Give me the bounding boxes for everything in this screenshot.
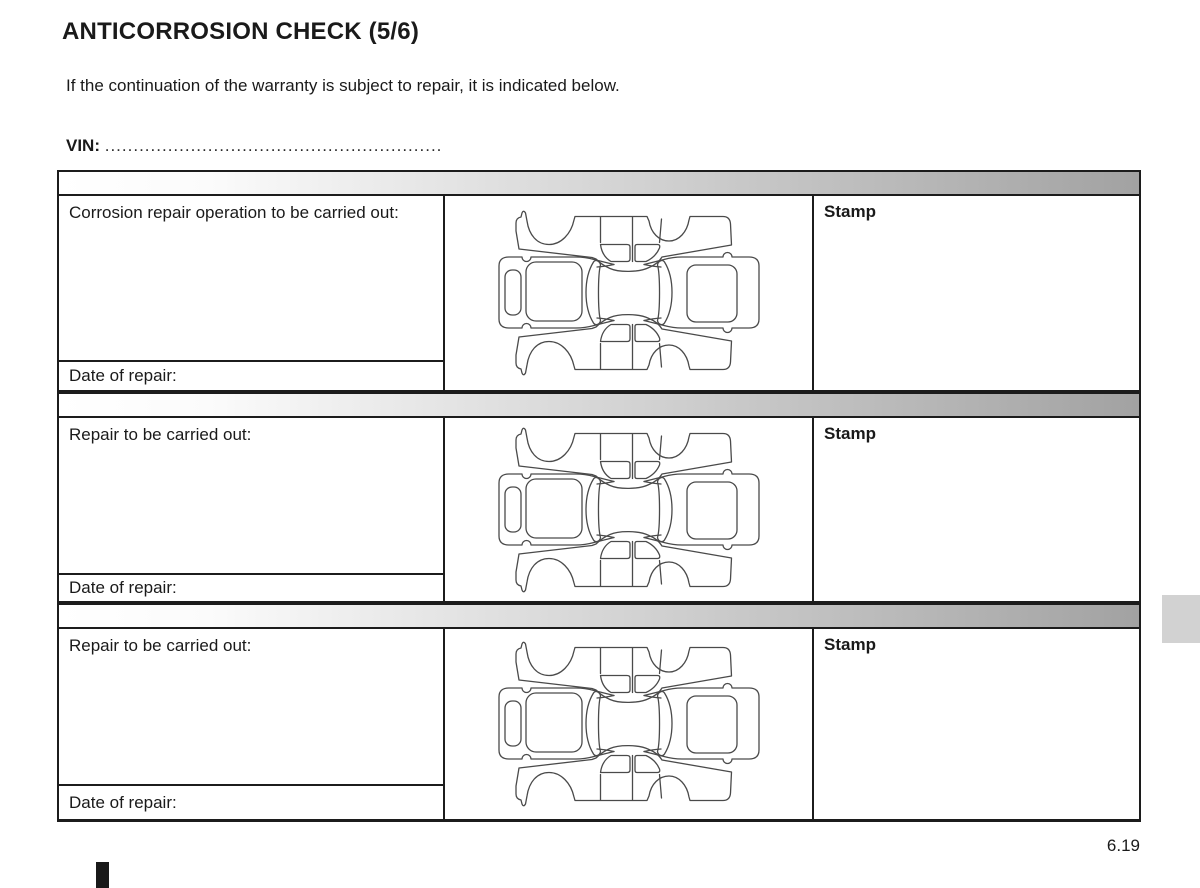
- repair-operation-cell: [59, 196, 445, 360]
- car-diagram-cell: [445, 196, 814, 390]
- date-of-repair-label: Date of repair:: [69, 366, 177, 385]
- page-title: ANTICORROSION CHECK (5/6): [62, 18, 420, 45]
- repair-operation-cell: [59, 629, 445, 784]
- repair-operation-cell: [59, 418, 445, 573]
- stamp-cell: [814, 629, 1143, 819]
- print-registration-mark: [96, 862, 109, 888]
- date-of-repair-label: Date of repair:: [69, 792, 177, 812]
- date-of-repair-cell: [59, 573, 445, 601]
- car-diagram-cell: [445, 418, 814, 601]
- date-of-repair-label: Date of repair:: [69, 578, 177, 597]
- car-body-exploded-diagram: [496, 638, 762, 810]
- date-of-repair-cell: [59, 784, 445, 819]
- stamp-label: Stamp: [824, 202, 876, 221]
- repair-record-group: [57, 418, 1141, 603]
- date-of-repair-cell: [59, 360, 445, 390]
- stamp-cell: [814, 418, 1143, 601]
- repair-operation-label: Repair to be carried out:: [69, 636, 252, 655]
- vin-dotted-line: ...........................................................: [104, 136, 443, 155]
- stamp-label: Stamp: [824, 424, 876, 443]
- vin-line: [66, 136, 442, 156]
- section-tab-marker: [1162, 595, 1200, 643]
- stamp-cell: [814, 196, 1143, 390]
- car-body-exploded-diagram: [496, 424, 762, 596]
- stamp-label: Stamp: [824, 635, 876, 654]
- car-diagram-cell: [445, 629, 814, 819]
- anticorrosion-table: [57, 170, 1141, 822]
- vin-label: VIN:: [66, 136, 100, 155]
- repair-record-group: [57, 629, 1141, 822]
- page-number: 6.19: [1106, 836, 1140, 855]
- repair-operation-label: Corrosion repair operation to be carried out:: [69, 203, 399, 222]
- intro-text: If the continuation of the warranty is subject to repair, it is indicated below.: [66, 76, 620, 95]
- repair-record-group: [57, 196, 1141, 392]
- section-header-bar: [57, 603, 1141, 629]
- section-header-bar: [57, 170, 1141, 196]
- repair-operation-label: Repair to be carried out:: [69, 425, 252, 444]
- section-header-bar: [57, 392, 1141, 418]
- car-body-exploded-diagram: [496, 207, 762, 379]
